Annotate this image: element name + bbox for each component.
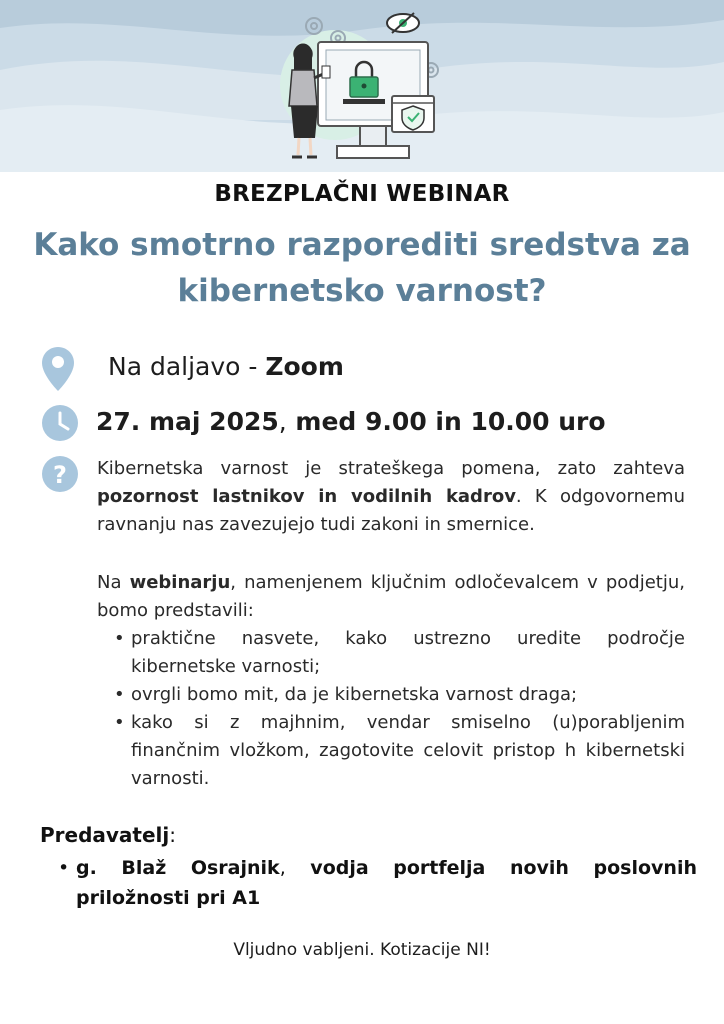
- page-title: Kako smotrno razporediti sredstva za kibernetsko varnost?: [33, 227, 691, 309]
- header-illustration: [0, 0, 724, 172]
- event-time: med 9.00 in 10.00 uro: [286, 407, 606, 436]
- date-time-line: 27. maj 2025, med 9.00 in 10.00 uro: [96, 407, 606, 436]
- list-item: • praktične nasvete, kako ustrezno uredite področje kibernetske varnosti;: [131, 625, 685, 681]
- webinar-lead: Na webinarju, namenjenem ključnim odločevalcem v podjetju, bomo predstavili:: [97, 572, 685, 621]
- eye-icon: [387, 13, 419, 33]
- event-date: 27. maj 2025: [96, 407, 279, 436]
- location-prefix: Na daljavo -: [108, 352, 266, 381]
- lecturer-bullet: •: [58, 857, 70, 879]
- header-banner: [0, 0, 724, 172]
- intro-emphasis: pozornost lastnikov in vodilnih kadrov: [97, 486, 516, 507]
- clock-icon: [42, 405, 78, 441]
- shield-check-icon: [402, 106, 424, 130]
- webinar-section: [97, 569, 685, 793]
- location-line: [108, 352, 344, 381]
- lecturer-item: g. Blaž Osrajnik, vodja portfelja novih poslovnih priložnosti pri A1: [76, 857, 697, 909]
- question-mark-icon: [42, 456, 78, 492]
- topic-list: [97, 625, 685, 793]
- location-platform: Zoom: [265, 352, 344, 381]
- webinar-kicker: BREZPLAČNI WEBINAR: [214, 181, 510, 207]
- lecturer-heading: Predavatelj:: [40, 823, 177, 847]
- svg-text:?: ?: [53, 461, 67, 489]
- map-pin-icon: [42, 347, 74, 391]
- list-item: • kako si z majhnim, vendar smiselno (u)porabljenim finančnim vložkom, zagotovite celovit pristop h kibernetski varnosti.: [131, 709, 685, 793]
- intro-paragraph: Kibernetska varnost je strateškega pomena, zato zahteva pozornost lastnikov in vodilnih kadrov. K odgovornemu ravnanju nas zavezujejo tudi zakoni in smernice.: [97, 458, 685, 535]
- list-item: • ovrgli bomo mit, da je kibernetska varnost draga;: [131, 681, 685, 709]
- lecturer-role: vodja portfelja novih poslovnih priložnosti pri A1: [76, 857, 697, 909]
- footer-note: Vljudno vabljeni. Kotizacije NI!: [233, 940, 491, 960]
- lecturer-name: g. Blaž Osrajnik: [76, 857, 280, 879]
